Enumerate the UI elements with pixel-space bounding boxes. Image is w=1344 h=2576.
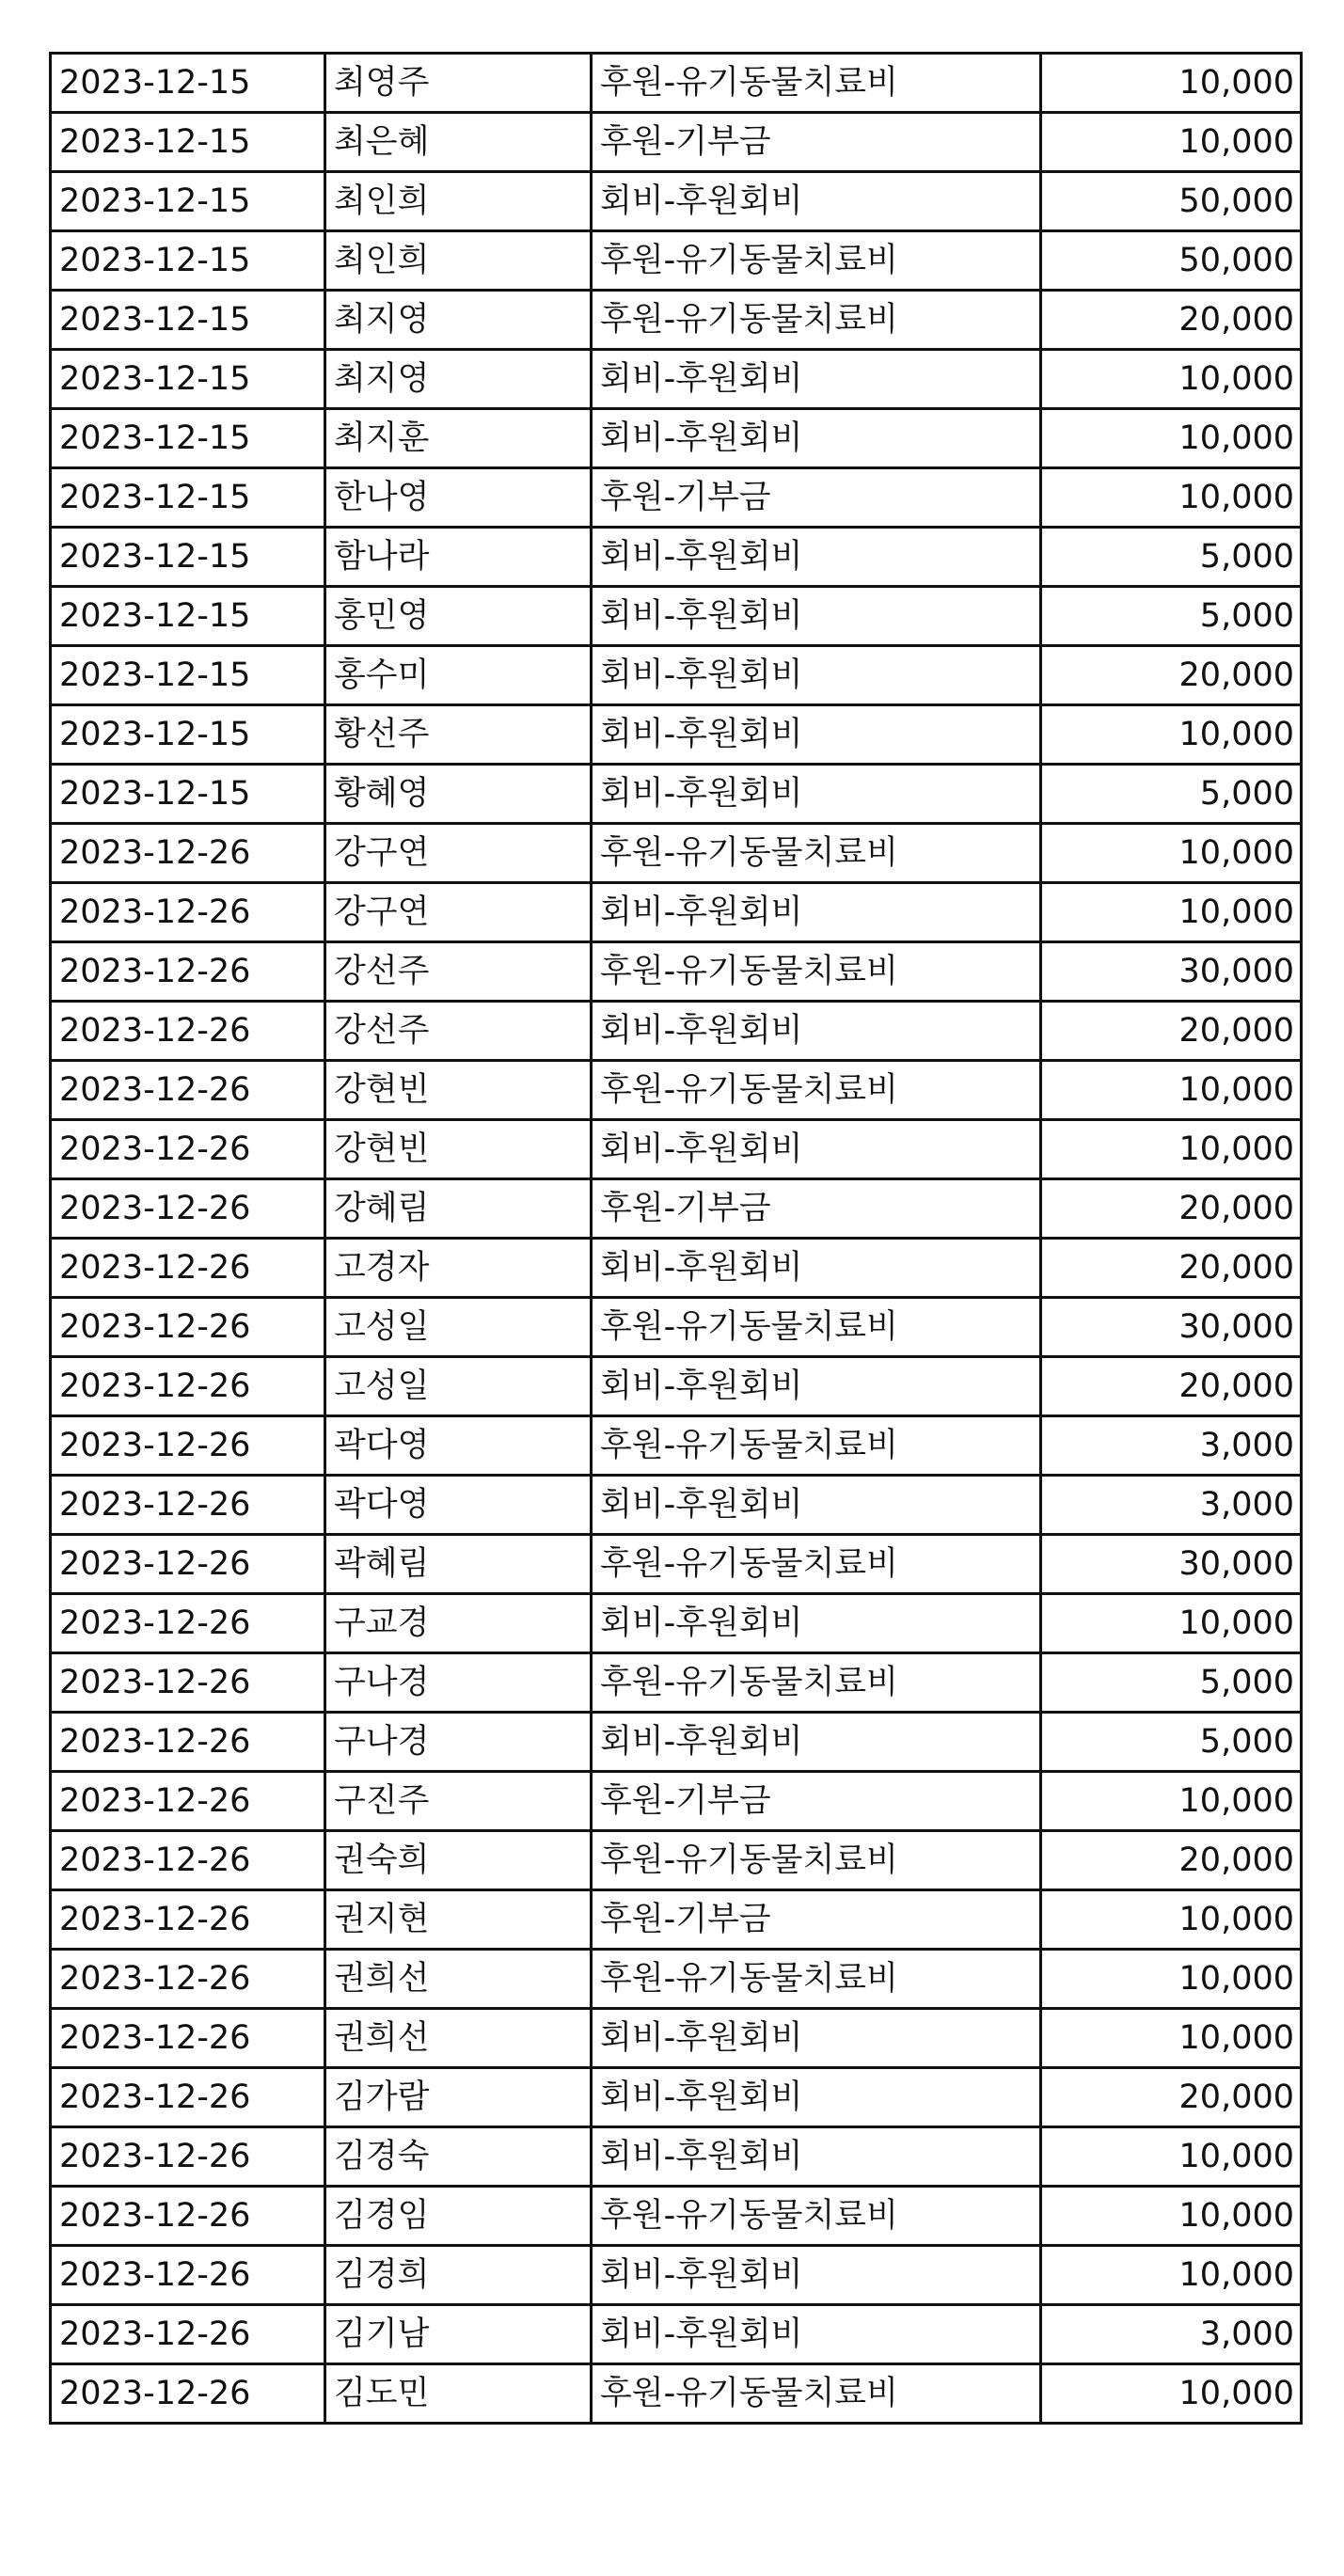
table-row	[51, 1713, 1302, 1772]
amount-cell: 30,000	[1041, 942, 1302, 1002]
date-cell: 2023-12-26	[51, 942, 325, 1002]
donor-name-cell: 최인희	[325, 231, 592, 291]
date-cell: 2023-12-15	[51, 646, 325, 705]
donor-name-cell: 권숙희	[325, 1831, 592, 1890]
date-cell: 2023-12-26	[51, 1713, 325, 1772]
donor-name-cell: 곽혜림	[325, 1535, 592, 1594]
date-cell: 2023-12-26	[51, 1179, 325, 1239]
donor-name-cell: 강현빈	[325, 1120, 592, 1179]
category-cell: 회비-후원회비	[592, 409, 1041, 468]
table-row	[51, 528, 1302, 587]
donor-name-cell: 최인희	[325, 172, 592, 231]
amount-cell: 3,000	[1041, 2305, 1302, 2364]
category-cell: 후원-유기동물치료비	[592, 824, 1041, 883]
donor-name-cell: 곽다영	[325, 1476, 592, 1535]
donor-name-cell: 김기남	[325, 2305, 592, 2364]
amount-cell: 10,000	[1041, 2187, 1302, 2246]
category-cell: 후원-유기동물치료비	[592, 1653, 1041, 1713]
amount-cell: 10,000	[1041, 350, 1302, 409]
date-cell: 2023-12-26	[51, 1298, 325, 1357]
date-cell: 2023-12-15	[51, 468, 325, 528]
date-cell: 2023-12-26	[51, 2246, 325, 2305]
date-cell: 2023-12-15	[51, 705, 325, 765]
table-row	[51, 942, 1302, 1002]
table-row	[51, 883, 1302, 942]
date-cell: 2023-12-15	[51, 231, 325, 291]
category-cell: 후원-유기동물치료비	[592, 2364, 1041, 2424]
donor-name-cell: 강선주	[325, 942, 592, 1002]
amount-cell: 10,000	[1041, 468, 1302, 528]
donor-name-cell: 곽다영	[325, 1416, 592, 1476]
table-row	[51, 1416, 1302, 1476]
donor-name-cell: 한나영	[325, 468, 592, 528]
category-cell: 후원-유기동물치료비	[592, 291, 1041, 350]
donor-name-cell: 최지영	[325, 350, 592, 409]
date-cell: 2023-12-26	[51, 1476, 325, 1535]
category-cell: 회비-후원회비	[592, 883, 1041, 942]
date-cell: 2023-12-15	[51, 54, 325, 113]
donor-name-cell: 홍수미	[325, 646, 592, 705]
amount-cell: 5,000	[1041, 765, 1302, 824]
table-row	[51, 1653, 1302, 1713]
category-cell: 회비-후원회비	[592, 705, 1041, 765]
amount-cell: 10,000	[1041, 1772, 1302, 1831]
category-cell: 후원-기부금	[592, 1772, 1041, 1831]
donor-name-cell: 김경임	[325, 2187, 592, 2246]
donation-ledger-table	[49, 52, 1303, 2425]
category-cell: 회비-후원회비	[592, 1476, 1041, 1535]
date-cell: 2023-12-26	[51, 2305, 325, 2364]
category-cell: 회비-후원회비	[592, 1357, 1041, 1416]
table-row	[51, 1357, 1302, 1416]
table-row	[51, 231, 1302, 291]
table-row	[51, 1890, 1302, 1950]
table-row	[51, 172, 1302, 231]
category-cell: 회비-후원회비	[592, 1594, 1041, 1653]
date-cell: 2023-12-26	[51, 1594, 325, 1653]
table-row	[51, 765, 1302, 824]
category-cell: 후원-유기동물치료비	[592, 231, 1041, 291]
category-cell: 회비-후원회비	[592, 2246, 1041, 2305]
category-cell: 후원-유기동물치료비	[592, 2187, 1041, 2246]
amount-cell: 10,000	[1041, 113, 1302, 172]
amount-cell: 3,000	[1041, 1416, 1302, 1476]
donor-name-cell: 강구연	[325, 824, 592, 883]
date-cell: 2023-12-15	[51, 172, 325, 231]
date-cell: 2023-12-15	[51, 113, 325, 172]
amount-cell: 20,000	[1041, 1239, 1302, 1298]
donor-name-cell: 권희선	[325, 1950, 592, 2009]
date-cell: 2023-12-15	[51, 291, 325, 350]
table-row	[51, 2068, 1302, 2127]
category-cell: 후원-유기동물치료비	[592, 1061, 1041, 1120]
table-row	[51, 1831, 1302, 1890]
table-row	[51, 291, 1302, 350]
table-row	[51, 54, 1302, 113]
donor-name-cell: 고경자	[325, 1239, 592, 1298]
amount-cell: 10,000	[1041, 824, 1302, 883]
amount-cell: 10,000	[1041, 2246, 1302, 2305]
table-row	[51, 1950, 1302, 2009]
ledger-body	[51, 54, 1302, 2424]
category-cell: 회비-후원회비	[592, 528, 1041, 587]
amount-cell: 10,000	[1041, 2127, 1302, 2187]
table-row	[51, 1594, 1302, 1653]
amount-cell: 10,000	[1041, 1890, 1302, 1950]
category-cell: 회비-후원회비	[592, 587, 1041, 646]
category-cell: 후원-유기동물치료비	[592, 54, 1041, 113]
donor-name-cell: 홍민영	[325, 587, 592, 646]
category-cell: 회비-후원회비	[592, 1713, 1041, 1772]
amount-cell: 5,000	[1041, 528, 1302, 587]
date-cell: 2023-12-26	[51, 1002, 325, 1061]
category-cell: 후원-기부금	[592, 468, 1041, 528]
date-cell: 2023-12-26	[51, 1120, 325, 1179]
table-row	[51, 1476, 1302, 1535]
table-row	[51, 1535, 1302, 1594]
category-cell: 후원-유기동물치료비	[592, 1416, 1041, 1476]
table-row	[51, 2305, 1302, 2364]
donor-name-cell: 구나경	[325, 1653, 592, 1713]
category-cell: 후원-기부금	[592, 113, 1041, 172]
donor-name-cell: 최지영	[325, 291, 592, 350]
date-cell: 2023-12-15	[51, 350, 325, 409]
table-row	[51, 705, 1302, 765]
amount-cell: 30,000	[1041, 1535, 1302, 1594]
table-row	[51, 2009, 1302, 2068]
date-cell: 2023-12-26	[51, 2364, 325, 2424]
donor-name-cell: 구나경	[325, 1713, 592, 1772]
table-row	[51, 1002, 1302, 1061]
date-cell: 2023-12-26	[51, 2068, 325, 2127]
amount-cell: 10,000	[1041, 1950, 1302, 2009]
date-cell: 2023-12-26	[51, 2187, 325, 2246]
date-cell: 2023-12-15	[51, 587, 325, 646]
category-cell: 회비-후원회비	[592, 2068, 1041, 2127]
category-cell: 후원-유기동물치료비	[592, 1950, 1041, 2009]
amount-cell: 20,000	[1041, 291, 1302, 350]
date-cell: 2023-12-15	[51, 765, 325, 824]
category-cell: 후원-유기동물치료비	[592, 1535, 1041, 1594]
amount-cell: 10,000	[1041, 1120, 1302, 1179]
amount-cell: 10,000	[1041, 1594, 1302, 1653]
table-row	[51, 468, 1302, 528]
date-cell: 2023-12-26	[51, 1831, 325, 1890]
category-cell: 회비-후원회비	[592, 350, 1041, 409]
category-cell: 후원-기부금	[592, 1179, 1041, 1239]
table-row	[51, 2127, 1302, 2187]
donor-name-cell: 김도민	[325, 2364, 592, 2424]
amount-cell: 20,000	[1041, 646, 1302, 705]
category-cell: 회비-후원회비	[592, 1002, 1041, 1061]
amount-cell: 20,000	[1041, 1002, 1302, 1061]
table-row	[51, 1120, 1302, 1179]
date-cell: 2023-12-26	[51, 2127, 325, 2187]
donor-name-cell: 강현빈	[325, 1061, 592, 1120]
date-cell: 2023-12-26	[51, 824, 325, 883]
table-row	[51, 1239, 1302, 1298]
table-row	[51, 409, 1302, 468]
category-cell: 후원-유기동물치료비	[592, 1831, 1041, 1890]
category-cell: 회비-후원회비	[592, 1239, 1041, 1298]
amount-cell: 10,000	[1041, 883, 1302, 942]
donor-name-cell: 고성일	[325, 1298, 592, 1357]
amount-cell: 30,000	[1041, 1298, 1302, 1357]
amount-cell: 20,000	[1041, 1357, 1302, 1416]
amount-cell: 10,000	[1041, 2364, 1302, 2424]
donor-name-cell: 권희선	[325, 2009, 592, 2068]
table-row	[51, 646, 1302, 705]
table-row	[51, 2246, 1302, 2305]
date-cell: 2023-12-26	[51, 1535, 325, 1594]
amount-cell: 5,000	[1041, 587, 1302, 646]
category-cell: 후원-기부금	[592, 1890, 1041, 1950]
donor-name-cell: 김경숙	[325, 2127, 592, 2187]
donor-name-cell: 최지훈	[325, 409, 592, 468]
donor-name-cell: 고성일	[325, 1357, 592, 1416]
donor-name-cell: 김경희	[325, 2246, 592, 2305]
table-row	[51, 1061, 1302, 1120]
date-cell: 2023-12-26	[51, 1772, 325, 1831]
date-cell: 2023-12-26	[51, 1239, 325, 1298]
category-cell: 회비-후원회비	[592, 1120, 1041, 1179]
date-cell: 2023-12-26	[51, 1357, 325, 1416]
date-cell: 2023-12-26	[51, 1950, 325, 2009]
donor-name-cell: 최은혜	[325, 113, 592, 172]
table-row	[51, 1179, 1302, 1239]
category-cell: 회비-후원회비	[592, 2127, 1041, 2187]
amount-cell: 10,000	[1041, 2009, 1302, 2068]
donor-name-cell: 최영주	[325, 54, 592, 113]
amount-cell: 20,000	[1041, 1831, 1302, 1890]
date-cell: 2023-12-26	[51, 1890, 325, 1950]
table-row	[51, 587, 1302, 646]
donor-name-cell: 권지현	[325, 1890, 592, 1950]
donor-name-cell: 강구연	[325, 883, 592, 942]
amount-cell: 5,000	[1041, 1713, 1302, 1772]
table-row	[51, 113, 1302, 172]
category-cell: 후원-유기동물치료비	[592, 942, 1041, 1002]
amount-cell: 10,000	[1041, 1061, 1302, 1120]
table-row	[51, 1298, 1302, 1357]
date-cell: 2023-12-15	[51, 409, 325, 468]
table-row	[51, 824, 1302, 883]
date-cell: 2023-12-15	[51, 528, 325, 587]
table-row	[51, 1772, 1302, 1831]
category-cell: 후원-유기동물치료비	[592, 1298, 1041, 1357]
donor-name-cell: 구진주	[325, 1772, 592, 1831]
donor-name-cell: 황혜영	[325, 765, 592, 824]
category-cell: 회비-후원회비	[592, 2305, 1041, 2364]
donor-name-cell: 김가람	[325, 2068, 592, 2127]
amount-cell: 10,000	[1041, 705, 1302, 765]
amount-cell: 10,000	[1041, 54, 1302, 113]
amount-cell: 50,000	[1041, 231, 1302, 291]
donor-name-cell: 황선주	[325, 705, 592, 765]
donor-name-cell: 강혜림	[325, 1179, 592, 1239]
date-cell: 2023-12-26	[51, 1416, 325, 1476]
donor-name-cell: 함나라	[325, 528, 592, 587]
date-cell: 2023-12-26	[51, 1061, 325, 1120]
amount-cell: 3,000	[1041, 1476, 1302, 1535]
donor-name-cell: 구교경	[325, 1594, 592, 1653]
category-cell: 회비-후원회비	[592, 172, 1041, 231]
table-row	[51, 2364, 1302, 2424]
amount-cell: 5,000	[1041, 1653, 1302, 1713]
category-cell: 회비-후원회비	[592, 2009, 1041, 2068]
table-row	[51, 2187, 1302, 2246]
category-cell: 회비-후원회비	[592, 646, 1041, 705]
amount-cell: 20,000	[1041, 1179, 1302, 1239]
donor-name-cell: 강선주	[325, 1002, 592, 1061]
amount-cell: 20,000	[1041, 2068, 1302, 2127]
date-cell: 2023-12-26	[51, 2009, 325, 2068]
amount-cell: 50,000	[1041, 172, 1302, 231]
date-cell: 2023-12-26	[51, 1653, 325, 1713]
date-cell: 2023-12-26	[51, 883, 325, 942]
amount-cell: 10,000	[1041, 409, 1302, 468]
category-cell: 회비-후원회비	[592, 765, 1041, 824]
table-row	[51, 350, 1302, 409]
